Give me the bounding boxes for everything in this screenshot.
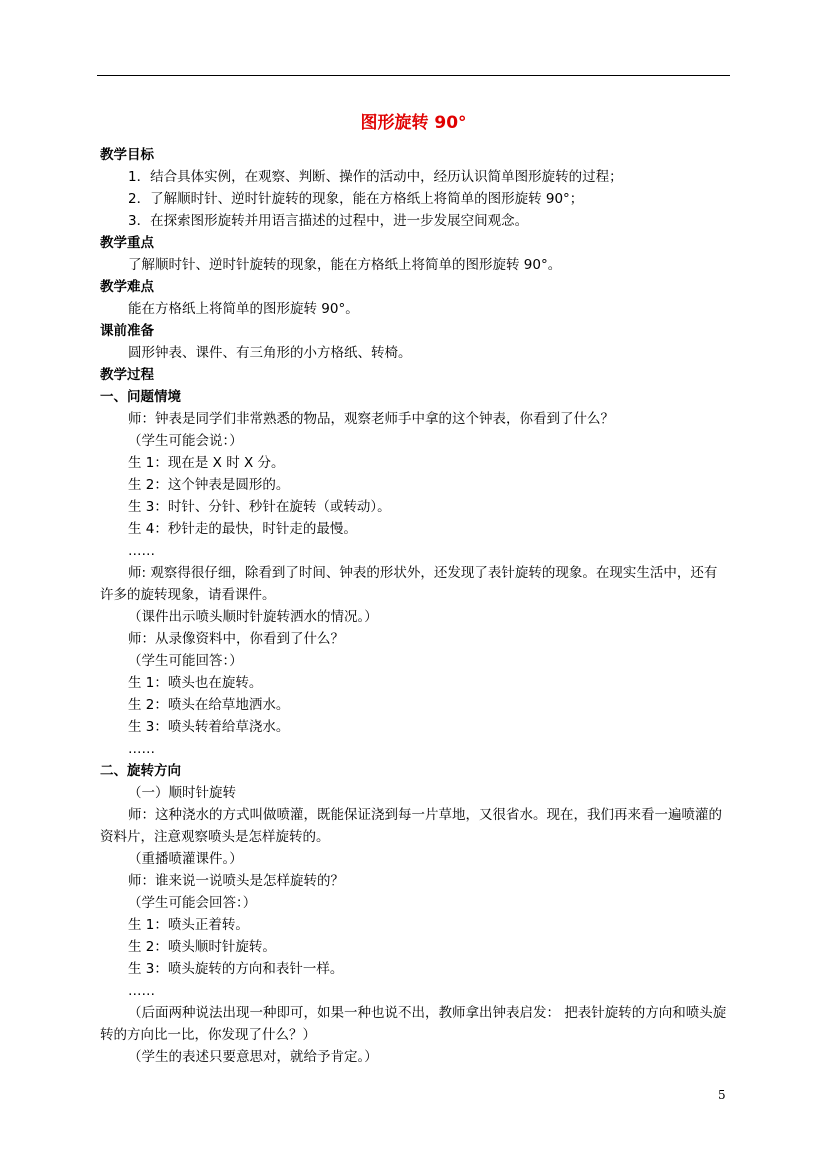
dialogue-line: 生 4：秒针走的最快，时针走的最慢。: [128, 521, 357, 537]
dialogue-line: 生 2：这个钟表是圆形的。: [128, 477, 290, 493]
dialogue-line: 师：钟表是同学们非常熟悉的物品，观察老师手中拿的这个钟表，你看到了什么？: [128, 411, 614, 427]
difficulty-text: 能在方格纸上将简单的图形旋转 90°。: [128, 301, 359, 317]
dialogue-line: 生 1：现在是 X 时 X 分。: [128, 455, 285, 471]
goal-item: 1．结合具体实例，在观察、判断、操作的活动中，经历认识简单图形旋转的过程；: [128, 169, 623, 185]
prep-heading: 课前准备: [100, 323, 154, 339]
process-heading: 教学过程: [100, 367, 154, 383]
key-text: 了解顺时针、逆时针旋转的现象，能在方格纸上将简单的图形旋转 90°。: [128, 257, 562, 273]
part2-heading: 二、旋转方向: [100, 763, 181, 779]
dialogue-line: （学生可能回答：）: [128, 653, 243, 669]
ellipsis-line: ……: [128, 983, 155, 999]
document-title: 图形旋转 90°: [360, 113, 467, 133]
dialogue-line: 生 3：喷头旋转的方向和表针一样。: [128, 961, 344, 977]
header-rule: [97, 75, 730, 76]
dialogue-line: （学生可能会回答：）: [128, 895, 257, 911]
dialogue-line: 师：从录像资料中，你看到了什么？: [128, 631, 344, 647]
paragraph: （后面两种说法出现一种即可，如果一种也说不出，教师拿出钟表启发： 把表针旋转的方向和喷头旋转的方向比一比，你发现了什么？）: [100, 1005, 727, 1043]
dialogue-line: 生 1：喷头也在旋转。: [128, 675, 263, 691]
document-body: [100, 144, 730, 1068]
goal-item: 2．了解顺时针、逆时针旋转的现象，能在方格纸上将简单的图形旋转 90°；: [128, 191, 584, 207]
dialogue-line: （课件出示喷头顺时针旋转洒水的情况。）: [128, 609, 378, 625]
dialogue-line: 师：谁来说一说喷头是怎样旋转的？: [128, 873, 344, 889]
dialogue-line: 生 3：喷头转着给草浇水。: [128, 719, 290, 735]
dialogue-line: （重播喷灌课件。）: [128, 851, 243, 867]
page-number: 5: [718, 1088, 726, 1102]
dialogue-line: 生 1：喷头正着转。: [128, 917, 249, 933]
part1-heading: 一、问题情境: [100, 389, 181, 405]
ellipsis-line: ……: [128, 741, 155, 757]
difficulty-heading: 教学难点: [100, 279, 154, 295]
goal-item: 3．在探索图形旋转并用语言描述的过程中，进一步发展空间观念。: [128, 213, 529, 229]
dialogue-line: 生 2：喷头顺时针旋转。: [128, 939, 276, 955]
key-heading: 教学重点: [100, 235, 154, 251]
goals-heading: 教学目标: [100, 147, 154, 163]
paragraph: 师: 观察得很仔细，除看到了时间、钟表的形状外，还发现了表针旋转的现象。在现实生活中，还有许多的旋转现象，请看课件。: [100, 565, 718, 603]
dialogue-line: （学生的表述只要意思对，就给予肯定。）: [128, 1049, 378, 1065]
paragraph: 师：这种浇水的方式叫做喷灌，既能保证浇到每一片草地，又很省水。现在，我们再来看一遍喷灌的资料片，注意观察喷头是怎样旋转的。: [100, 807, 722, 845]
prep-text: 圆形钟表、课件、有三角形的小方格纸、转椅。: [128, 345, 412, 361]
ellipsis-line: ……: [128, 543, 155, 559]
dialogue-line: （学生可能会说：）: [128, 433, 243, 449]
dialogue-line: 生 2：喷头在给草地洒水。: [128, 697, 290, 713]
subsection-heading: （一）顺时针旋转: [128, 785, 236, 801]
dialogue-line: 生 3：时针、分针、秒针在旋转（或转动）。: [128, 499, 391, 515]
